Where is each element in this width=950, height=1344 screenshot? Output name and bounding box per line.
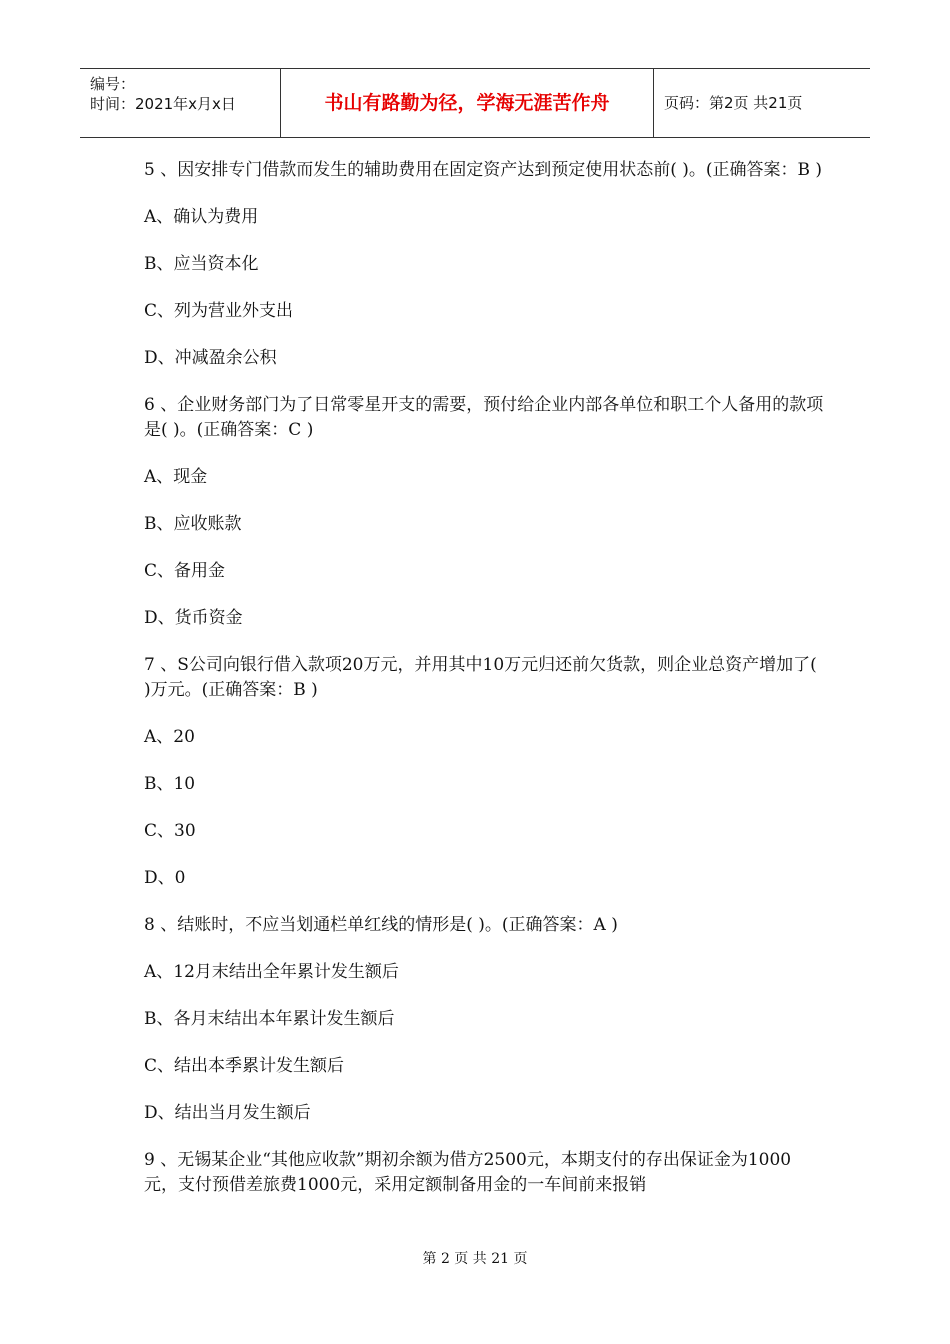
header-page-number: 页码：第2页 共21页 [664, 94, 803, 112]
answer-option: A、12月末结出全年累计发生额后 [144, 962, 399, 982]
answer-option: A、20 [144, 727, 195, 747]
answer-option: C、备用金 [144, 561, 226, 581]
question-text: 7 、S公司向银行借入款项20万元，并用其中10万元归还前欠货款，则企业总资产增加了( )万元。(正确答案：B ) [144, 655, 817, 700]
answer-option: B、10 [144, 774, 196, 794]
question-text: 8 、结账时，不应当划通栏单红线的情形是( )。(正确答案：A ) [144, 915, 618, 935]
answer-option: D、货币资金 [144, 608, 243, 628]
answer-option: B、各月末结出本年累计发生额后 [144, 1009, 395, 1029]
header-meta-cell [80, 69, 281, 137]
page-header [80, 68, 870, 138]
header-motto: 书山有路勤为径，学海无涯苦作舟 [281, 69, 654, 137]
answer-option: A、现金 [144, 467, 208, 487]
document-date-label: 时间：2021年x月x日 [90, 95, 236, 113]
question-list [144, 158, 824, 1220]
answer-option: D、结出当月发生额后 [144, 1103, 311, 1123]
question-text: 9 、无锡某企业“其他应收款”期初余额为借方2500元，本期支付的存出保证金为1000元，支付预借差旅费1000元，采用定额制备用金的一车间前来报销 [144, 1150, 792, 1195]
answer-option: C、30 [144, 821, 196, 841]
answer-option: C、结出本季累计发生额后 [144, 1056, 345, 1076]
page-footer: 第 2 页 共 21 页 [422, 1251, 528, 1267]
question-text: 6 、企业财务部门为了日常零星开支的需要，预付给企业内部各单位和职工个人备用的款项是( )。(正确答案：C ) [144, 395, 824, 440]
answer-option: B、应当资本化 [144, 254, 259, 274]
answer-option: C、列为营业外支出 [144, 301, 294, 321]
answer-option: A、确认为费用 [144, 207, 259, 227]
answer-option: D、0 [144, 868, 186, 888]
document-number-label: 编号： [90, 75, 136, 93]
answer-option: D、冲减盈余公积 [144, 348, 277, 368]
answer-option: B、应收账款 [144, 514, 242, 534]
question-text: 5 、因安排专门借款而发生的辅助费用在固定资产达到预定使用状态前( )。(正确答案：B ) [144, 160, 823, 180]
